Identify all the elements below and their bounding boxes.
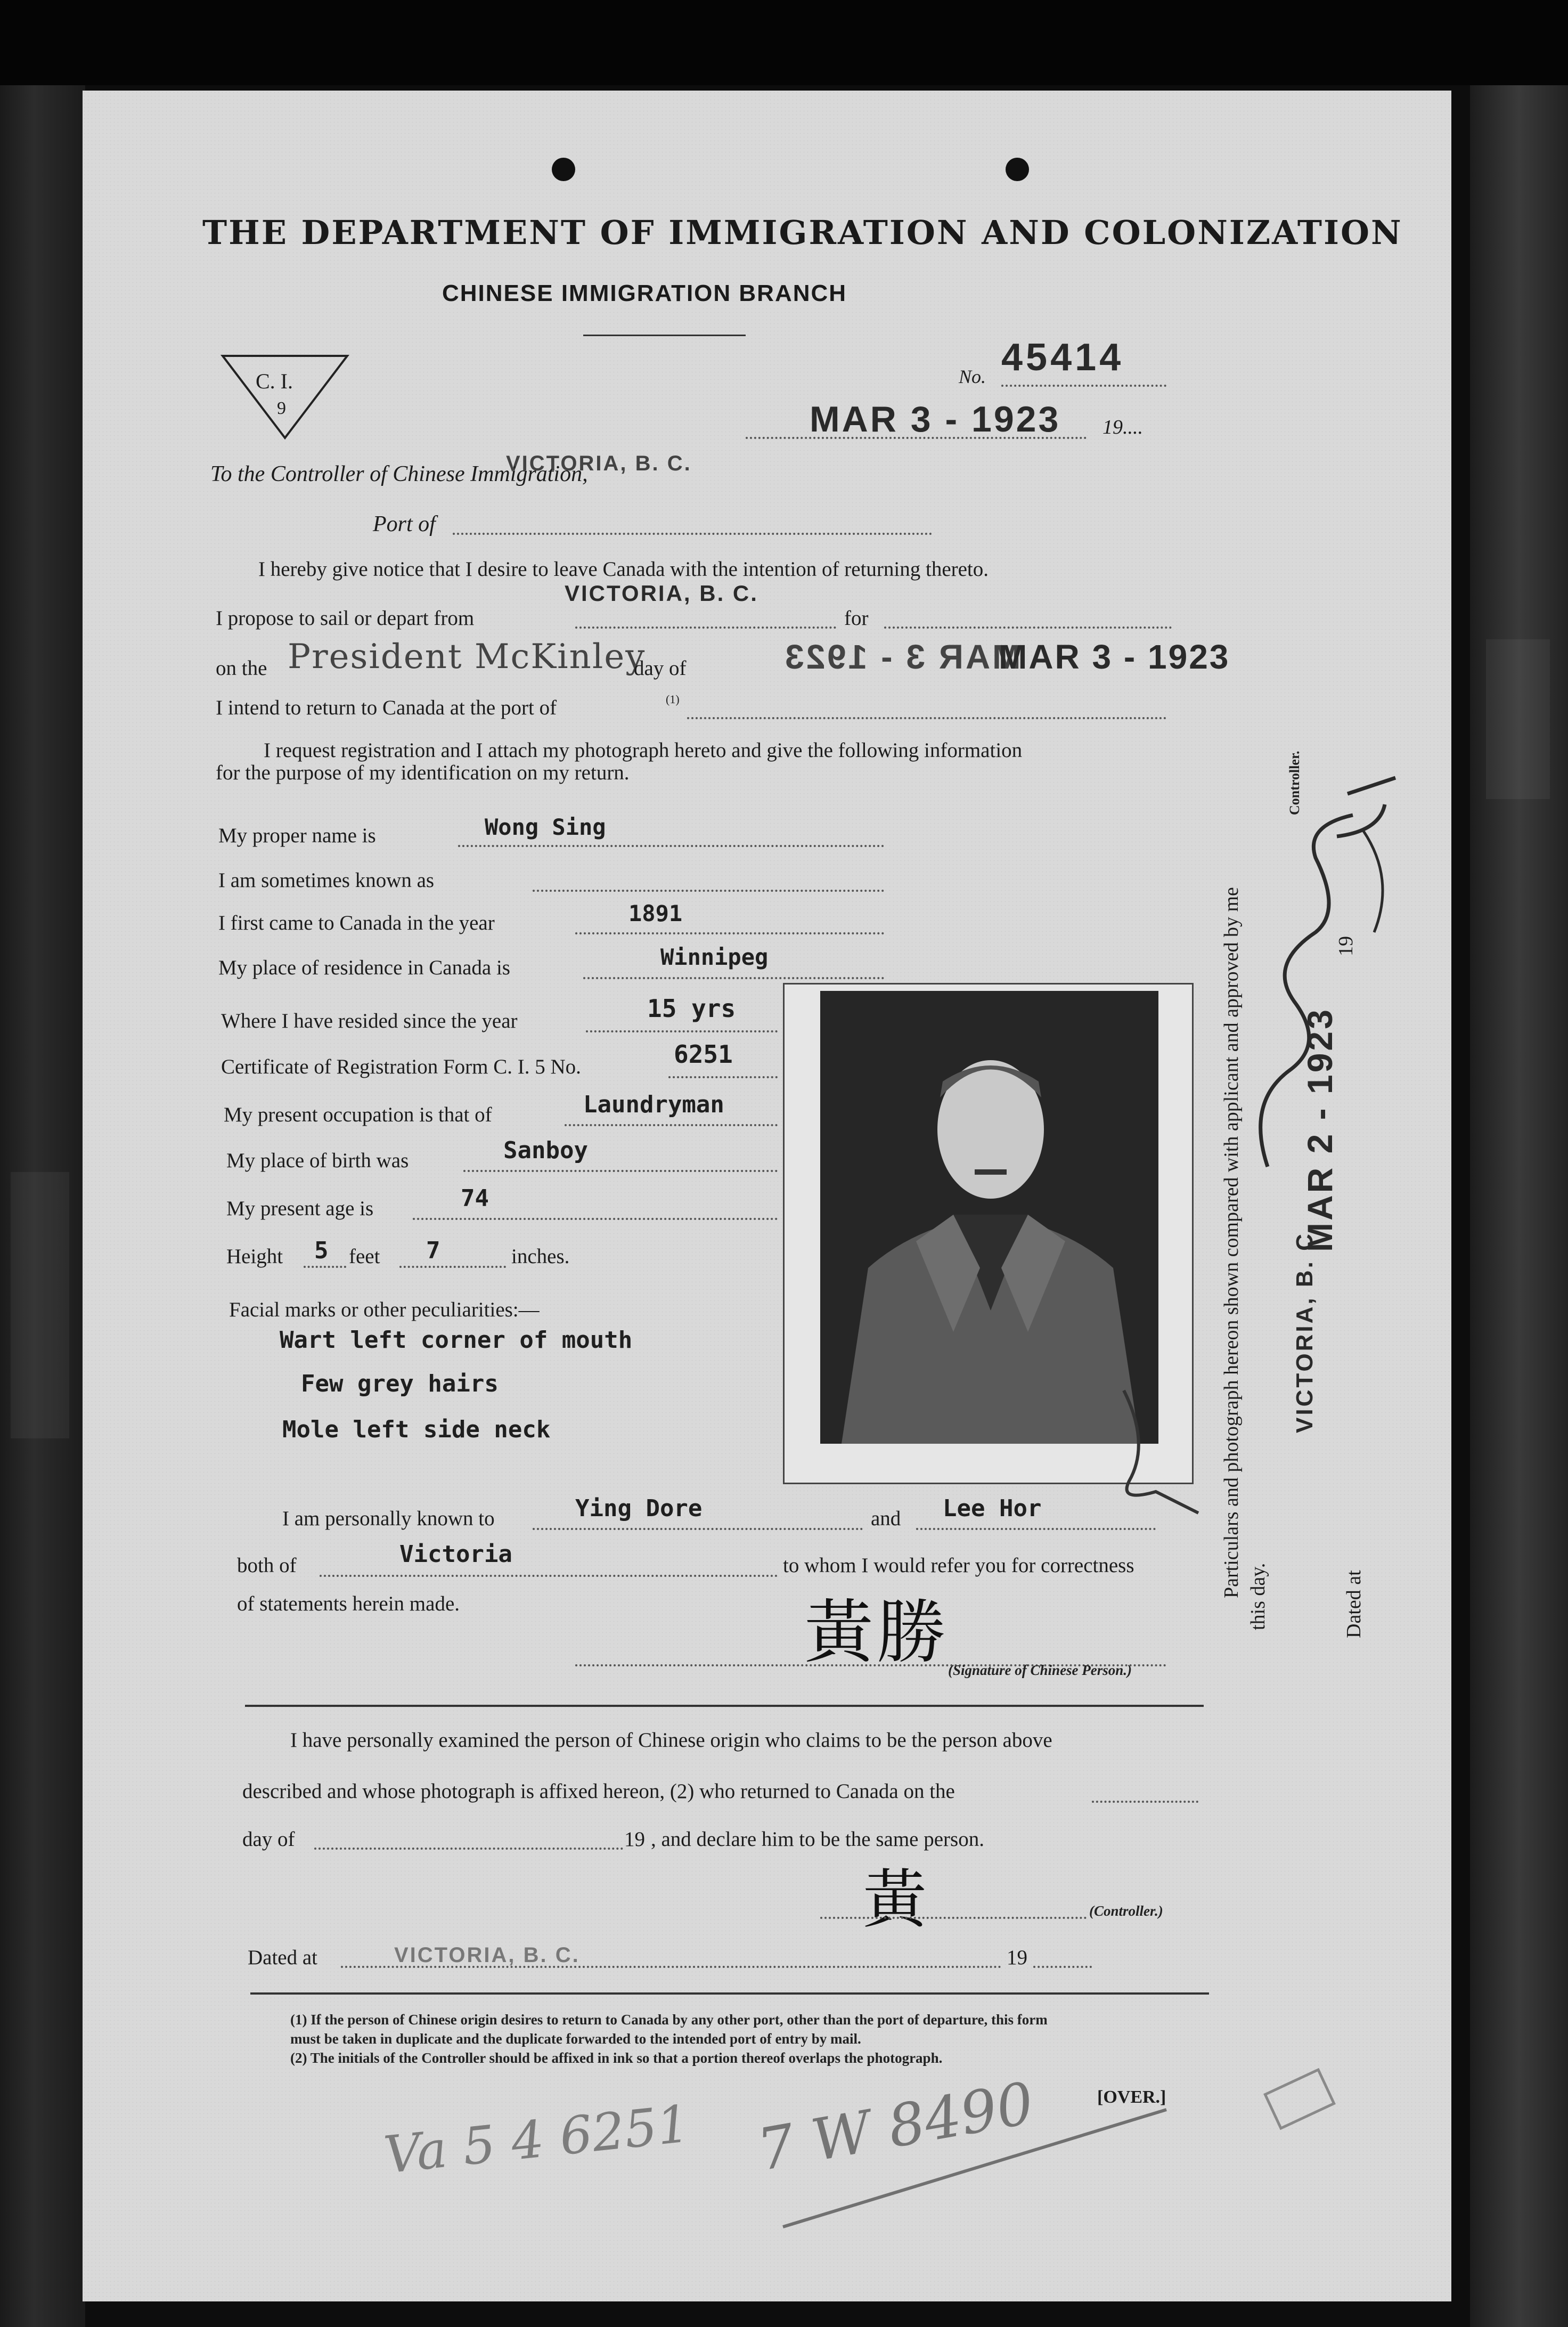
depart-line <box>575 626 836 629</box>
both-label: both of <box>237 1554 297 1577</box>
alias-line <box>533 890 884 892</box>
exam-day-line <box>314 1848 623 1850</box>
birth-label: My place of birth was <box>226 1149 409 1172</box>
form-code-line2: 9 <box>277 398 286 418</box>
portrait-image <box>820 991 1158 1444</box>
day-of-label: day of <box>634 657 687 680</box>
signature-caption: (Signature of Chinese Person.) <box>948 1662 1132 1678</box>
exam-declare: , and declare him to be the same person. <box>651 1828 984 1851</box>
document-subtitle: CHINESE IMMIGRATION BRANCH <box>442 280 847 306</box>
occupation-line <box>565 1124 778 1126</box>
controller-initials-overlap <box>1108 1380 1204 1518</box>
side-year: 19 <box>1335 936 1357 956</box>
both-value: Victoria <box>399 1541 512 1568</box>
height-feet-line <box>304 1266 346 1268</box>
faded-corner-stamp <box>1262 2067 1342 2136</box>
punch-hole <box>552 158 575 181</box>
reversed-date-stamp: MAR 3 - 1923 <box>783 638 1021 676</box>
film-strip-highlight <box>11 1172 69 1438</box>
number-prefix: No. <box>959 366 986 387</box>
known-person1-line <box>533 1528 863 1530</box>
controller-signature-mark <box>1204 772 1406 1172</box>
on-the-label: on the <box>216 657 267 680</box>
age-label: My present age is <box>226 1197 374 1220</box>
return-port-line <box>687 717 1166 719</box>
residence-line <box>583 977 884 979</box>
residence-value: Winnipeg <box>660 944 769 970</box>
departure-date-stamp: MAR 3 - 1923 <box>999 638 1230 676</box>
exam-line2-dots <box>1092 1801 1198 1803</box>
side-date-stamp: MAR 2 - 1923 <box>1300 1007 1340 1252</box>
exam-controller-caption: (Controller.) <box>1089 1903 1163 1919</box>
year-line <box>575 932 884 934</box>
name-line <box>458 845 884 847</box>
height-inches-value: 7 <box>426 1237 440 1264</box>
exam-line2: described and whose photograph is affixed hereon, (2) who returned to Canada on the <box>242 1780 955 1803</box>
address-to: To the Controller of Chinese Immigration, <box>210 462 588 486</box>
document-title: THE DEPARTMENT OF IMMIGRATION AND COLONIZATION <box>202 213 1403 252</box>
occupation-label: My present occupation is that of <box>224 1103 492 1126</box>
depart-label: I propose to sail or depart from <box>216 607 475 630</box>
name-value: Wong Sing <box>485 814 606 840</box>
side-place-stamp: VICTORIA, B. C. <box>1292 1223 1318 1433</box>
exam-line1: I have personally examined the person of Chinese origin who claims to be the person above <box>290 1729 1052 1752</box>
residence-label: My place of residence in Canada is <box>218 956 510 979</box>
known-person1: Ying Dore <box>575 1495 703 1522</box>
exam-dated-line <box>341 1966 1001 1968</box>
known-and: and <box>871 1507 901 1530</box>
birth-value: Sanboy <box>503 1137 588 1164</box>
year-value: 1891 <box>628 900 683 926</box>
side-approval-text: Particulars and photograph hereon shown compared with applicant and approved by me <box>1220 887 1243 1598</box>
film-border-top <box>0 0 1568 85</box>
depart-value: VICTORIA, B. C. <box>565 581 758 606</box>
exam-day-label: day of <box>242 1828 295 1851</box>
since-line <box>586 1030 778 1032</box>
since-value: 15 yrs <box>647 994 736 1023</box>
address-stamp: VICTORIA, B. C. <box>506 452 692 475</box>
refer-text: to whom I would refer you for correctness <box>783 1554 1134 1577</box>
age-line <box>413 1218 778 1220</box>
over-label: [OVER.] <box>1097 2087 1166 2107</box>
date-suffix: 19.... <box>1102 416 1143 438</box>
known-person2: Lee Hor <box>943 1495 1042 1522</box>
name-label: My proper name is <box>218 824 376 847</box>
certificate-line <box>668 1076 778 1078</box>
exam-chinese-mark: 黃 <box>863 1863 927 1937</box>
exam-year-line <box>1033 1966 1092 1968</box>
pencil-note-left: Va 5 4 6251 <box>381 2094 693 2185</box>
depart-for-label: for <box>844 607 869 630</box>
exam-dated-label: Dated at <box>248 1946 318 1969</box>
port-label: Port of <box>373 512 436 536</box>
return-port-note: (1) <box>666 693 680 706</box>
vessel-name: President McKinley <box>288 637 646 677</box>
punch-hole <box>1006 158 1029 181</box>
exam-year: 19 <box>624 1828 645 1851</box>
applicant-photograph <box>820 991 1158 1444</box>
request-line1: I request registration and I attach my photograph hereto and give the following information <box>264 739 1023 762</box>
footnote-2: (2) The initials of the Controller should be affixed in ink so that a portion thereof overlaps the photograph. <box>290 2050 943 2066</box>
height-inches-label: inches. <box>511 1245 570 1268</box>
birth-line <box>463 1170 778 1172</box>
height-label: Height <box>226 1245 283 1268</box>
occupation-value: Laundryman <box>583 1091 724 1118</box>
controller-line <box>820 1917 1087 1919</box>
both-line <box>320 1575 778 1577</box>
section-divider <box>245 1705 1204 1707</box>
footnote-1a: (1) If the person of Chinese origin desires to return to Canada by any other port, other than the port of departure, this form <box>290 2012 1048 2028</box>
header-rule <box>583 335 746 336</box>
alias-label: I am sometimes known as <box>218 869 435 892</box>
statements-text: of statements herein made. <box>237 1592 460 1615</box>
request-line2: for the purpose of my identification on my return. <box>216 761 630 784</box>
height-feet-value: 5 <box>314 1237 329 1264</box>
pencil-strike <box>772 2099 1177 2238</box>
chinese-signature: 黃勝 <box>804 1592 950 1673</box>
since-label: Where I have resided since the year <box>221 1010 518 1032</box>
port-line <box>453 533 932 535</box>
return-port-label: I intend to return to Canada at the port of <box>216 696 557 719</box>
known-person2-line <box>916 1528 1156 1530</box>
footnote-divider <box>250 1992 1209 1995</box>
marks-item: Wart left corner of mouth <box>280 1327 633 1354</box>
for-line <box>884 626 1172 629</box>
height-inches-line <box>399 1266 506 1268</box>
film-strip-highlight <box>1486 639 1550 799</box>
notice-text: I hereby give notice that I desire to leave Canada with the intention of returning thereto. <box>258 558 989 581</box>
certificate-value: 6251 <box>674 1040 733 1069</box>
side-dated-label: Dated at <box>1343 1570 1365 1638</box>
exam-dated-year: 19 <box>1007 1946 1027 1969</box>
form-code-line1: C. I. <box>256 369 293 393</box>
pencil-note-right: 7 W 8490 <box>753 2070 1039 2184</box>
footnote-1b: must be taken in duplicate and the duplicate forwarded to the intended port of entry by mail. <box>290 2031 861 2047</box>
known-label: I am personally known to <box>282 1507 495 1530</box>
film-border-right <box>1470 85 1568 2327</box>
certificate-label: Certificate of Registration Form C. I. 5 No. <box>221 1055 581 1078</box>
height-feet-label: feet <box>349 1245 380 1268</box>
form-code-triangle <box>218 352 352 442</box>
document-number: 45414 <box>1001 336 1124 379</box>
marks-item: Mole left side neck <box>282 1416 551 1443</box>
number-line <box>1001 385 1166 387</box>
marks-item: Few grey hairs <box>301 1370 499 1397</box>
date-stamp: MAR 3 - 1923 <box>810 399 1061 440</box>
age-value: 74 <box>461 1185 489 1212</box>
side-controller-caption: Controller. <box>1287 751 1302 815</box>
side-approval-text2: this day. <box>1247 1563 1269 1630</box>
marks-label: Facial marks or other peculiarities:— <box>229 1298 540 1321</box>
year-label: I first came to Canada in the year <box>218 912 495 934</box>
exam-dated-stamp: VICTORIA, B. C. <box>394 1943 580 1967</box>
